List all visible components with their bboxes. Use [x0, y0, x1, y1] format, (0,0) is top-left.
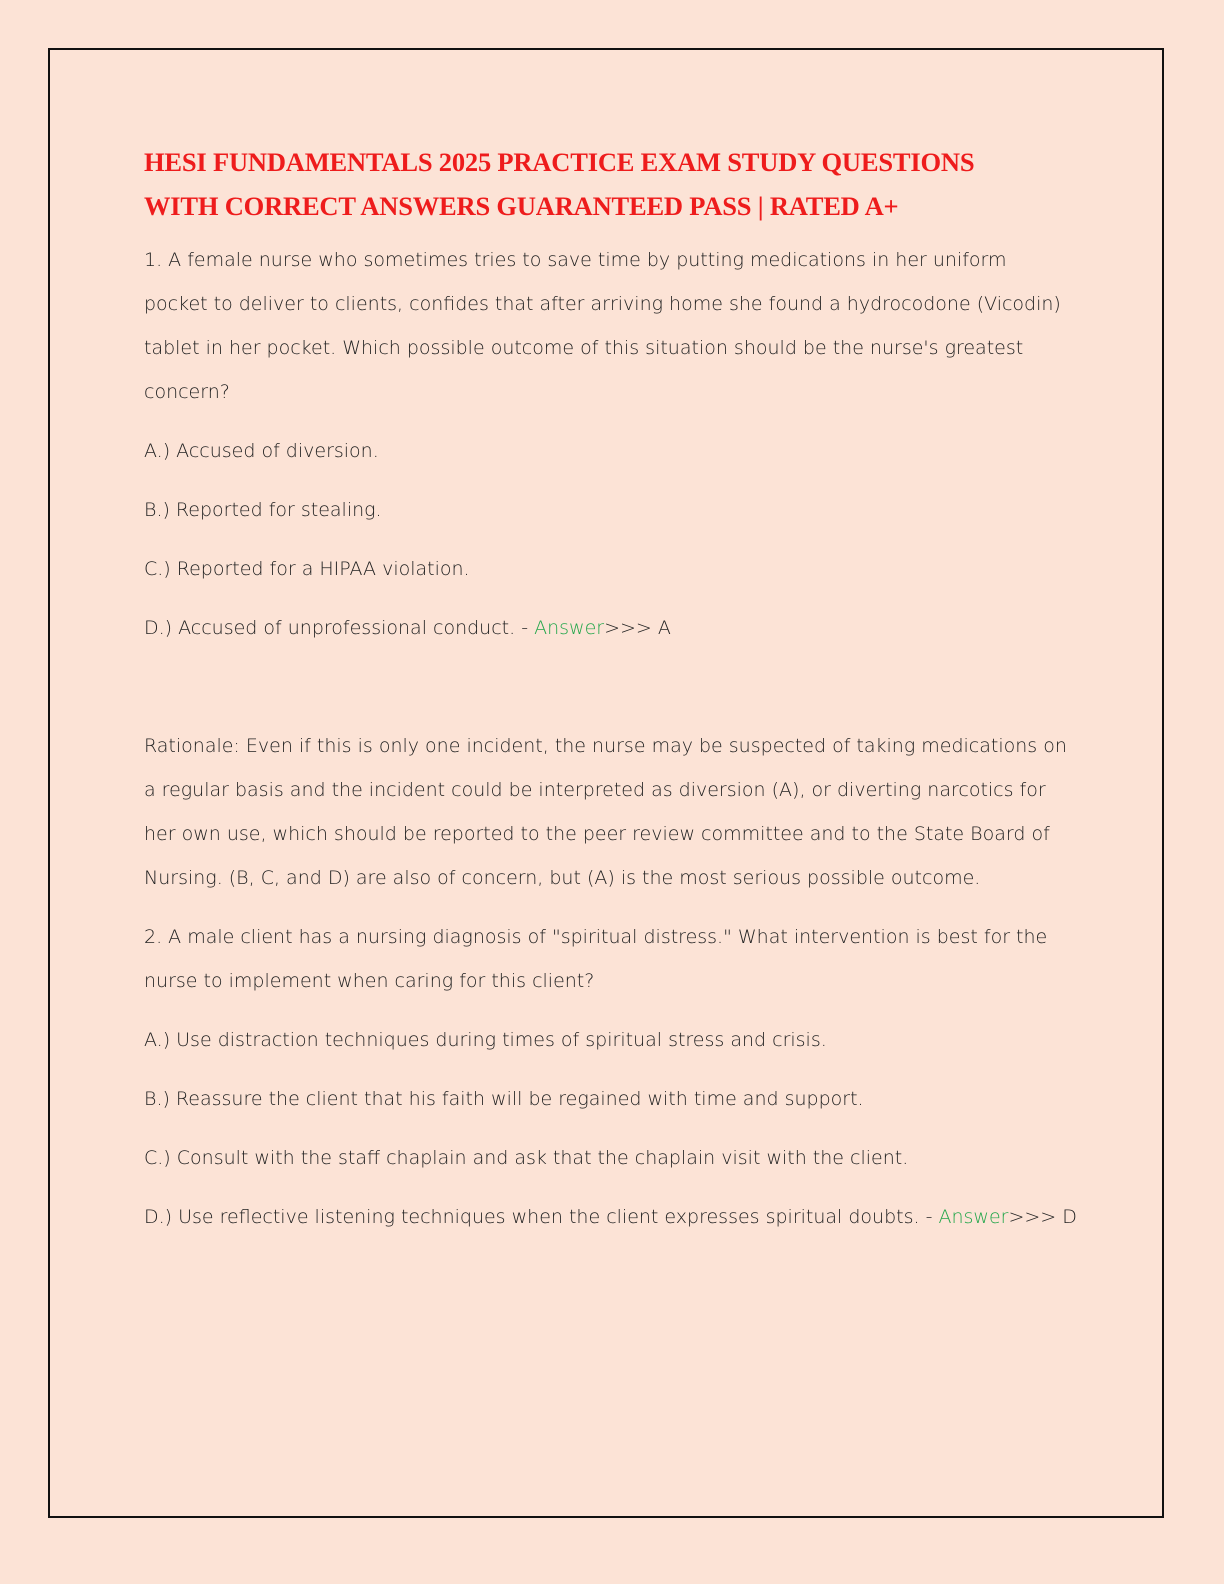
stem-line: nurse to implement when caring for this client? [144, 970, 595, 992]
question-1-rationale [144, 724, 1084, 900]
rationale-line: her own use, which should be reported to the peer review committee and to the State Board of [144, 823, 1050, 845]
stem-line: 1. A female nurse who sometimes tries to save time by putting medications in her uniform [144, 249, 1007, 271]
title-line-1: HESI FUNDAMENTALS 2025 PRACTICE EXAM STUDY QUESTIONS [144, 147, 975, 177]
answer-value: >>> A [604, 617, 671, 639]
question-1-stem [144, 238, 1084, 414]
blank-line [144, 665, 1084, 724]
rationale-line: a regular basis and the incident could be interpreted as diversion (A), or diverting narcotics for [144, 779, 1046, 801]
question-1-option-a: A.) Accused of diversion. [144, 440, 379, 462]
question-2-option-a: A.) Use distraction techniques during times of spiritual stress and crisis. [144, 1029, 827, 1051]
question-2-option-d [144, 1195, 1084, 1239]
rationale-line: Rationale: Even if this is only one incident, the nurse may be suspected of taking medications on [144, 735, 1067, 757]
answer-label: Answer [534, 617, 605, 639]
question-2-option-c: C.) Consult with the staff chaplain and ask that the chaplain visit with the client. [144, 1147, 909, 1169]
option-d-text: D.) Accused of unprofessional conduct. - [144, 617, 535, 639]
stem-line: concern? [144, 381, 230, 403]
document-title [144, 140, 1084, 228]
stem-line: tablet in her pocket. Which possible outcome of this situation should be the nurse's greatest [144, 337, 1024, 359]
question-2-option-b: B.) Reassure the client that his faith will be regained with time and support. [144, 1088, 864, 1110]
stem-line: pocket to deliver to clients, confides that after arriving home she found a hydrocodone (Vicodin) [144, 293, 1061, 315]
stem-line: 2. A male client has a nursing diagnosis of "spiritual distress." What intervention is best for the [144, 926, 1048, 948]
question-1-option-d [144, 606, 1084, 650]
title-line-2: WITH CORRECT ANSWERS GUARANTEED PASS | RATED A+ [144, 191, 899, 221]
question-1-option-b: B.) Reported for stealing. [144, 499, 382, 521]
document-body [144, 140, 1084, 1254]
option-d-text: D.) Use reflective listening techniques when the client expresses spiritual doubts. - [144, 1206, 939, 1228]
rationale-line: Nursing. (B, C, and D) are also of concern, but (A) is the most serious possible outcome. [144, 867, 981, 889]
question-1-option-c: C.) Reported for a HIPAA violation. [144, 558, 470, 580]
answer-value: >>> D [1008, 1206, 1077, 1228]
answer-label: Answer [938, 1206, 1009, 1228]
question-2-stem [144, 915, 1084, 1003]
